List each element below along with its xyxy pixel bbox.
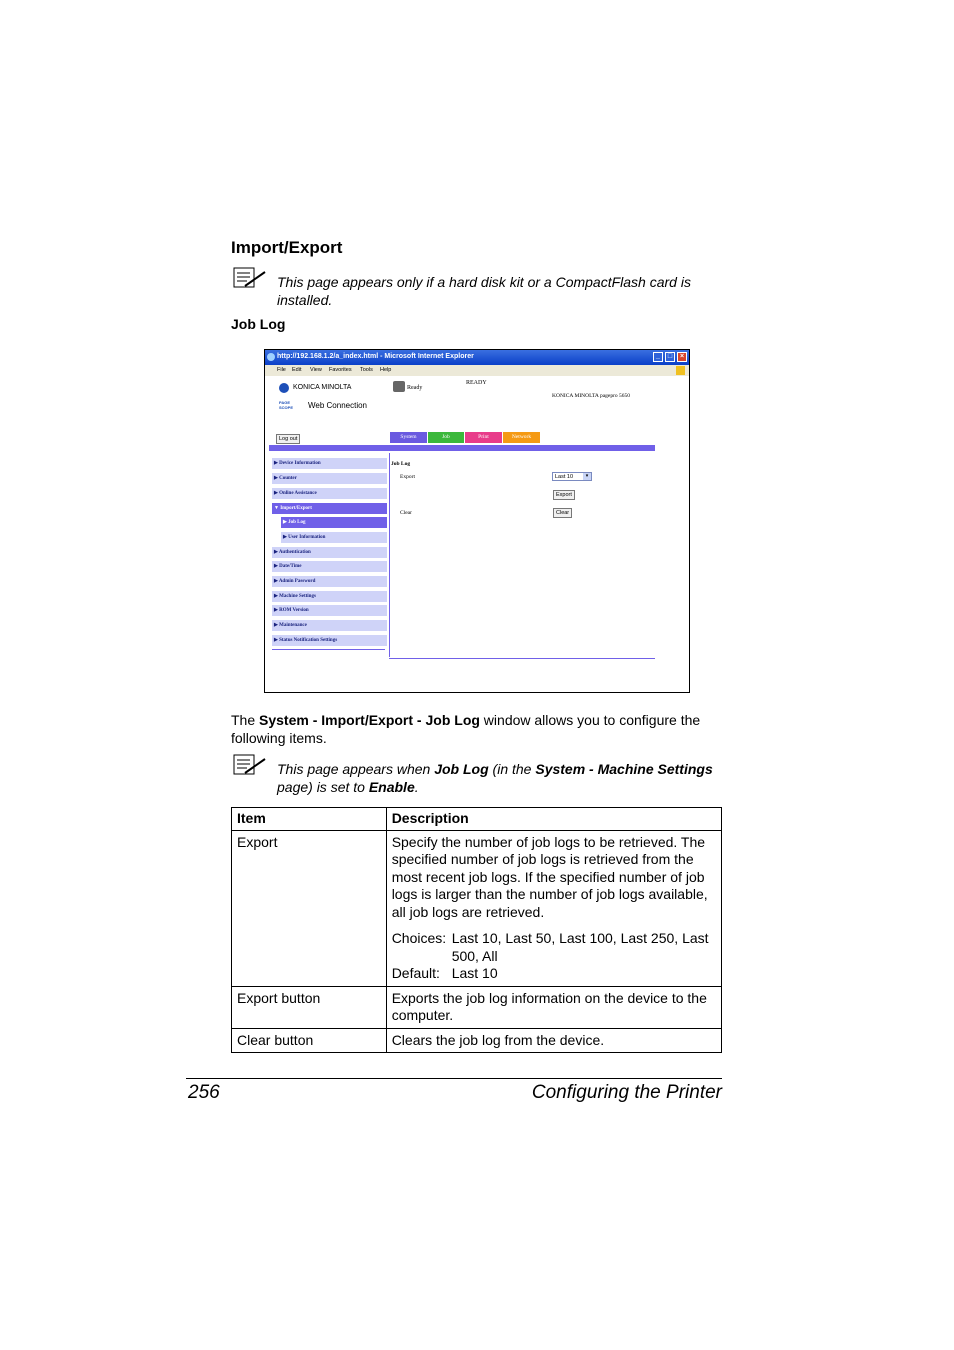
tab-network[interactable]: Network (503, 432, 540, 443)
clear-button[interactable]: Clear (553, 508, 572, 518)
browser-screenshot (264, 349, 690, 693)
menu-favorites[interactable]: Favorites (329, 367, 352, 373)
body-text-part: The (231, 712, 260, 728)
konica-minolta-logo-icon (279, 383, 289, 393)
sidebar-item-maintenance[interactable]: ▶ Maintenance (272, 620, 387, 631)
window-titlebar (265, 350, 689, 365)
sidebar-item-rom-version[interactable]: ▶ ROM Version (272, 605, 387, 616)
sidebar-item-machine-settings[interactable]: ▶ Machine Settings (272, 591, 387, 602)
description-text: Specify the number of job logs to be retrieved. The specified number of job logs is retrieved from the most recent job logs. If the specified number of job logs is larger than the number of job logs available, all job logs are retrieved. (391, 833, 708, 920)
window-title: http://192.168.1.2/a_index.html - Microsoft Internet Explorer (277, 353, 474, 360)
export-count-select[interactable] (552, 472, 592, 481)
sidebar-item-authentication[interactable]: ▶ Authentication (272, 547, 387, 558)
sidebar-item-status-notification[interactable]: ▶ Status Notification Settings (272, 635, 387, 646)
table-header-row (232, 808, 722, 831)
note-bold: Job Log (434, 761, 489, 777)
menu-bar (265, 365, 689, 376)
note-pencil-icon (233, 267, 267, 289)
column-header-item: Item (232, 808, 387, 831)
note-pencil-icon (233, 754, 267, 776)
menu-file[interactable]: File (277, 367, 286, 373)
body-paragraph (231, 712, 726, 747)
model-name: KONICA MINOLTA pagepro 5650 (552, 393, 631, 399)
settings-table (231, 807, 722, 1053)
page-number: 256 (188, 1082, 220, 1103)
sidebar-item-counter[interactable]: ▶ Counter (272, 473, 387, 484)
sidebar-item-admin-password[interactable]: ▶ Admin Password (272, 576, 387, 587)
choices-label: Choices: (391, 930, 447, 946)
table-cell-description: Clears the job log from the device. (386, 1028, 721, 1053)
table-cell-item: Clear button (232, 1028, 387, 1053)
table-cell-description (386, 830, 721, 986)
content-title: Job Log (391, 461, 411, 467)
default-value: Last 10 (451, 965, 498, 981)
sidebar-item-user-information[interactable]: ▶ User Information (281, 532, 387, 543)
export-button[interactable]: Export (553, 490, 575, 500)
choices-value: Last 10, Last 50, Last 100, Last 250, Last 500, All (451, 930, 709, 964)
logout-button[interactable]: Log out (276, 434, 300, 444)
content-divider (389, 453, 390, 657)
subheading: Job Log (231, 316, 286, 332)
sidebar-item-job-log[interactable]: ▶ Job Log (281, 517, 387, 528)
header-rule (269, 445, 655, 451)
chevron-down-icon: ▾ (583, 473, 591, 480)
clear-label: Clear (400, 510, 412, 516)
note-text (277, 761, 725, 796)
sidebar-item-device-information[interactable]: ▶ Device Information (272, 458, 387, 469)
table-row (232, 830, 722, 986)
footer-title: Configuring the Printer (531, 1082, 722, 1103)
default-label: Default: (391, 965, 440, 981)
printer-icon (393, 381, 405, 392)
web-connection-label: Web Connection (308, 401, 367, 410)
menu-edit[interactable]: Edit (292, 367, 302, 373)
close-icon[interactable]: × (677, 352, 687, 362)
export-label: Export (400, 474, 415, 480)
footer-rule (186, 1078, 722, 1079)
pagescope-logo: PAGE SCOPE (279, 400, 294, 410)
table-row (232, 1028, 722, 1053)
section-title: Import/Export (231, 238, 343, 257)
sidebar-item-date-time[interactable]: ▶ Date/Time (272, 561, 387, 572)
choices-line (392, 930, 716, 965)
tab-system[interactable]: System (390, 432, 427, 443)
sidebar-item-online-assistance[interactable]: ▶ Online Assistance (272, 488, 387, 499)
sidebar-item-import-export[interactable]: ▼ Import/Export (272, 503, 387, 514)
minimize-icon[interactable]: _ (653, 352, 663, 362)
table-cell-description: Exports the job log information on the device to the computer. (386, 986, 721, 1028)
table-row (232, 986, 722, 1028)
windows-flag-icon (676, 366, 685, 375)
body-text-part: window allows you to configure the following items. (231, 712, 701, 746)
table-cell-item: Export (232, 830, 387, 986)
status-ready: Ready (407, 385, 423, 391)
note-part: . (414, 778, 419, 795)
note-bold: System - Machine Settings (535, 761, 713, 777)
tab-print[interactable]: Print (465, 432, 502, 443)
content-bottom-rule (389, 658, 655, 659)
brand-name: KONICA MINOLTA (293, 384, 352, 391)
default-line (392, 965, 716, 983)
web-page (269, 376, 689, 692)
note-bold: Enable (368, 778, 415, 795)
ie-icon (267, 353, 275, 361)
tab-job[interactable]: Job (428, 432, 464, 443)
export-count-value: Last 10 (555, 474, 574, 480)
status-ready-caps: READY (466, 380, 487, 386)
sidebar-bottom-rule (272, 649, 385, 650)
menu-help[interactable]: Help (380, 367, 392, 373)
note-text: This page appears only if a hard disk kit or a CompactFlash card is installed. (277, 274, 691, 308)
note-part: This page appears when (277, 761, 435, 777)
body-text-bold: System - Import/Export - Job Log (259, 712, 480, 728)
note-part: page) is set to (277, 778, 369, 795)
table-cell-item: Export button (232, 986, 387, 1028)
note-part: (in the (488, 761, 536, 777)
menu-view[interactable]: View (310, 367, 322, 373)
column-header-description: Description (386, 808, 721, 831)
menu-tools[interactable]: Tools (360, 367, 373, 373)
maximize-icon[interactable]: □ (665, 352, 675, 362)
